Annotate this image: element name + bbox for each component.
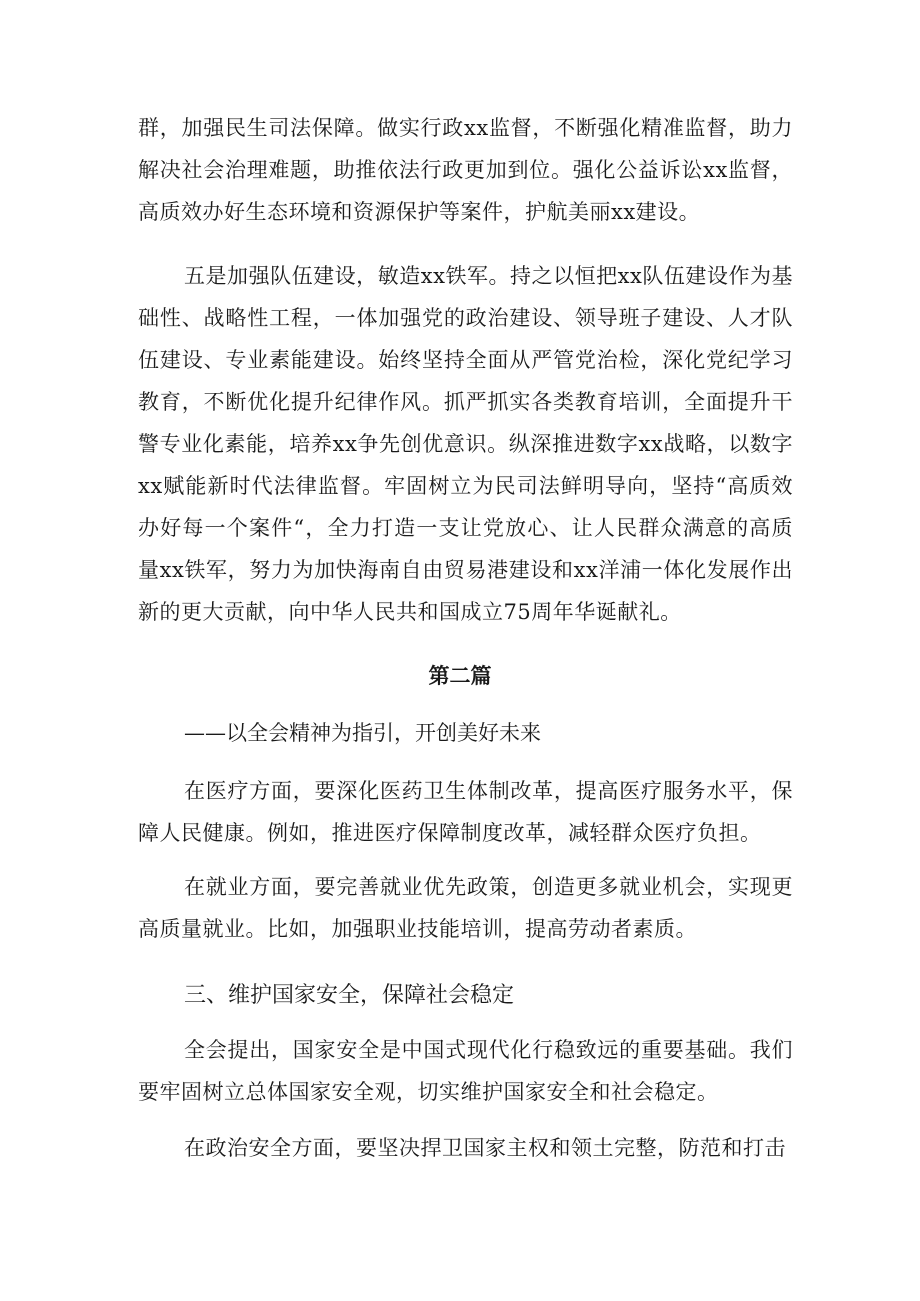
section-title: 第二篇 xyxy=(428,663,492,688)
paragraph-political-security: 在政治安全方面，要坚决捍卫国家主权和领土完整，防范和打击 xyxy=(184,1136,786,1160)
paragraph-judicial-supervision: 群，加强民生司法保障。做实行政xx监督，不断强化精准监督，助力解决社会治理难题，助推依法行政更加到位。强化公益诉讼xx监督，高质效办好生态环境和资源保护等案件，护航美丽xx建设。 xyxy=(138,116,793,224)
paragraph-team-building: 五是加强队伍建设，敏造xx铁军。持之以恒把xx队伍建设作为基础性、战略性工程，一体加强党的政治建设、领导班子建设、人才队伍建设、专业素能建设。始终坚持全面从严管党治检，深化党纪学习教育，不断优化提升纪律作风。抓严抓实各类教育培训，全面提升干警专业化素能，培养xx争先创优意识。纵深推进数字xx战略，以数字xx赋能新时代法律监督。牢固树立为民司法鲜明导向，坚持“高质效办好每一个案件“，全力打造一支让党放心、让人民群众满意的高质量xx铁军，努力为加快海南自由贸易港建设和xx洋浦一体化发展作出新的更大贡献，向中华人民共和国成立75周年华诞献礼。 xyxy=(138,264,793,624)
paragraph-national-security: 全会提出，国家安全是中国式现代化行稳致远的重要基础。我们要牢固树立总体国家安全观，切实维护国家安全和社会稳定。 xyxy=(138,1038,793,1104)
section-heading-three: 三、维护国家安全，保障社会稳定 xyxy=(184,983,515,1008)
paragraph-medical: 在医疗方面，要深化医药卫生体制改革，提高医疗服务水平，保障人民健康。例如，推进医疗保障制度改革，减轻群众医疗负担。 xyxy=(138,779,793,845)
paragraph-employment: 在就业方面，要完善就业优先政策，创造更多就业机会，实现更高质量就业。比如，加强职业技能培训，提高劳动者素质。 xyxy=(138,875,793,941)
section-subtitle: ——以全会精神为指引，开创美好未来 xyxy=(184,721,541,745)
